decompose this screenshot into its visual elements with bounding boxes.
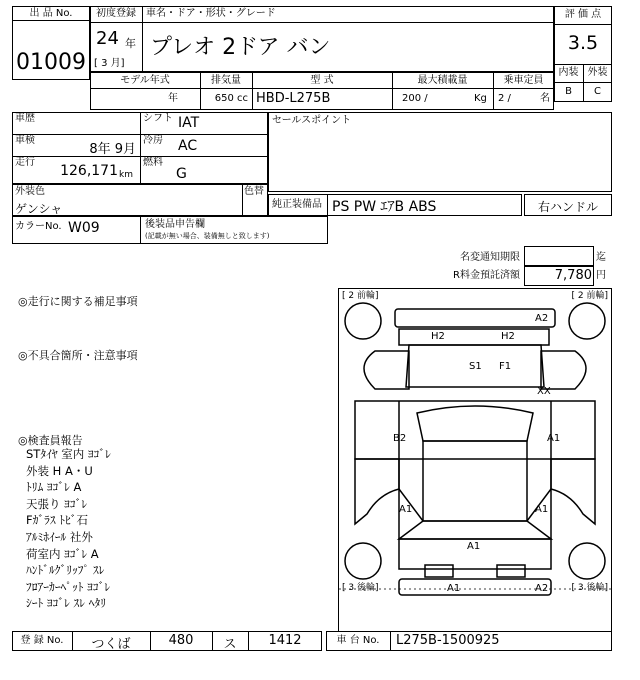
corner-tr: [ 2 前輪] <box>571 291 608 301</box>
shift-value: IAT <box>178 115 200 131</box>
divider <box>90 22 554 23</box>
max-load-label: 最大積載量 <box>417 75 468 86</box>
recycle-unit: 円 <box>596 270 606 281</box>
exterior-grade: C <box>594 86 601 97</box>
inspector-line: STﾀｲﾔ 室内 ﾖｺﾞﾚ <box>26 447 111 461</box>
mileage-value: 126,171 <box>60 163 118 179</box>
model-value: HBD-L275B <box>256 91 331 106</box>
exterior-label: 外装 <box>587 67 608 78</box>
exterior-color-value: ゲンシャ <box>15 202 63 216</box>
notice-label: 名変通知期限 <box>460 252 520 263</box>
reg-kana: ス <box>223 637 237 652</box>
score-value: 3.5 <box>567 32 599 54</box>
max-load-unit: Kg <box>474 93 487 104</box>
mark-b2: B2 <box>393 433 407 444</box>
notice-unit: 迄 <box>596 252 606 263</box>
lot-number: 01009 <box>16 50 86 75</box>
lot-label: 出 品 No. <box>29 8 73 19</box>
inspector-line: Fｶﾞﾗｽ ﾄﾋﾞ石 <box>26 513 89 528</box>
car-name: プレオ 2ドア バン <box>150 35 331 60</box>
corner-bl: [ 3 後輪] <box>342 583 379 593</box>
divider <box>142 22 143 72</box>
inspector-line: ｼｰﾄ ﾖｺﾞﾚ ｽﾚ ﾍﾀﾘ <box>26 596 106 611</box>
wheel-front-right-icon <box>569 303 605 339</box>
divider <box>140 216 141 244</box>
reg-number: 1412 <box>268 633 302 648</box>
mark-a1-right-rear: A1 <box>535 504 549 515</box>
inspector-line: 荷室内 ﾖｺﾞﾚ A <box>26 546 99 561</box>
score-label: 評 価 点 <box>564 9 602 20</box>
mark-a1-rear: A1 <box>467 541 481 552</box>
exterior-color-label: 外装色 <box>15 186 45 197</box>
model-year-label: モデル年式 <box>120 75 170 86</box>
fuel-label: 燃料 <box>143 157 163 168</box>
divider <box>142 6 143 22</box>
divider <box>327 194 328 216</box>
first-reg-label: 初度登録 <box>96 8 136 19</box>
mark-a1-rear-bumper: A1 <box>447 583 461 594</box>
equipment-label: 純正装備品 <box>272 199 322 210</box>
capacity-unit: 名 <box>540 93 550 104</box>
defects-notes-label: ◎不具合箇所・注意事項 <box>18 349 138 362</box>
mark-xx: XX <box>537 386 551 397</box>
max-load-value: 200 / <box>402 93 428 104</box>
interior-grade: B <box>565 86 572 97</box>
damage-diagram <box>338 288 612 632</box>
inspection-label: 車検 <box>15 135 35 146</box>
mileage-unit: km <box>119 170 133 180</box>
divider <box>12 134 268 135</box>
reg-class: 480 <box>168 633 194 648</box>
wheel-rear-right-icon <box>569 543 605 579</box>
inspector-line: ﾌﾛｱｰｶｰﾍﾟｯﾄ ﾖｺﾞﾚ <box>26 579 111 594</box>
shift-label: シフト <box>143 113 173 124</box>
sales-point-label: セールスポイント <box>272 115 352 126</box>
wheel-front-left-icon <box>345 303 381 339</box>
equipment-value: PS PW ｴｱB ABS <box>332 199 437 215</box>
mark-h2-right: H2 <box>501 331 515 342</box>
mark-a1-left-rear: A1 <box>399 504 413 515</box>
recycle-value: 7,780 <box>554 268 592 283</box>
divider <box>140 112 141 184</box>
inspector-line: 外装 H A・U <box>26 463 93 478</box>
divider <box>390 631 391 651</box>
inspector-report-label: ◎検査員報告 <box>18 434 83 447</box>
inspection-value: 8年 9月 <box>89 142 136 157</box>
history-label: 車歴 <box>15 113 35 124</box>
ac-value: AC <box>178 138 198 154</box>
fuel-value: G <box>176 166 187 182</box>
divider <box>12 20 90 21</box>
chassis-label: 車 台 No. <box>336 635 380 646</box>
displacement-label: 排気量 <box>211 75 241 86</box>
ac-label: 冷房 <box>143 135 163 146</box>
corner-tl: [ 2 前輪] <box>342 291 379 301</box>
notice-value-box <box>524 246 594 266</box>
aftermarket-label: 後装品申告欄 <box>145 219 205 230</box>
inspector-report-lines <box>26 446 111 612</box>
mark-f1: F1 <box>499 361 512 372</box>
mark-s1: S1 <box>469 361 482 372</box>
mark-front-bumper: A2 <box>535 313 549 324</box>
divider <box>554 82 612 83</box>
displacement-value: 650 cc <box>214 93 248 104</box>
inspector-line: ﾄﾘﾑ ﾖｺﾞﾚ A <box>26 480 82 495</box>
first-reg-year: 24 <box>96 28 119 49</box>
corner-br: [ 3 後輪] <box>571 583 608 593</box>
aftermarket-note: (記載が無い場合、装備無しと致します) <box>145 232 270 240</box>
wheel-rear-left-icon <box>345 543 381 579</box>
recycle-label: R料金預託済額 <box>453 270 520 281</box>
divider <box>242 184 243 216</box>
model-label: 型 式 <box>310 75 334 86</box>
capacity-label: 乗車定員 <box>503 75 544 86</box>
first-reg-year-unit: 年 <box>125 37 136 50</box>
car-name-label: 車名・ドア・形状・グレード <box>146 8 276 19</box>
model-year-unit: 年 <box>168 93 178 104</box>
interior-label: 内装 <box>558 67 579 78</box>
color-change-label: 色替 <box>244 186 264 197</box>
mark-a2-rear: A2 <box>535 583 549 594</box>
mark-a1-right-front: A1 <box>547 433 561 444</box>
chassis-value: L275B-1500925 <box>396 633 500 648</box>
mark-h2-left: H2 <box>431 331 445 342</box>
divider <box>90 88 554 89</box>
inspector-line: ﾊﾝﾄﾞﾙｸﾞﾘｯﾌﾟ ｽﾚ <box>26 563 105 578</box>
reg-area: つくば <box>91 637 131 652</box>
color-no-label: カラーNo. <box>15 221 62 232</box>
inspector-line: ｱﾙﾐﾎｲｰﾙ 社外 <box>26 529 93 544</box>
first-reg-month: [ 3 月] <box>94 58 125 69</box>
capacity-value: 2 / <box>498 93 511 104</box>
mileage-label: 走行 <box>15 157 35 168</box>
color-no-value: W09 <box>68 220 100 236</box>
driving-notes-label: ◎走行に関する補足事項 <box>18 295 138 308</box>
divider <box>554 24 612 25</box>
inspector-line: 天張り ﾖｺﾞﾚ <box>26 496 88 511</box>
reg-label: 登 録 No. <box>20 635 64 646</box>
steering-value: 右ハンドル <box>537 200 598 214</box>
car-outline <box>339 289 611 631</box>
